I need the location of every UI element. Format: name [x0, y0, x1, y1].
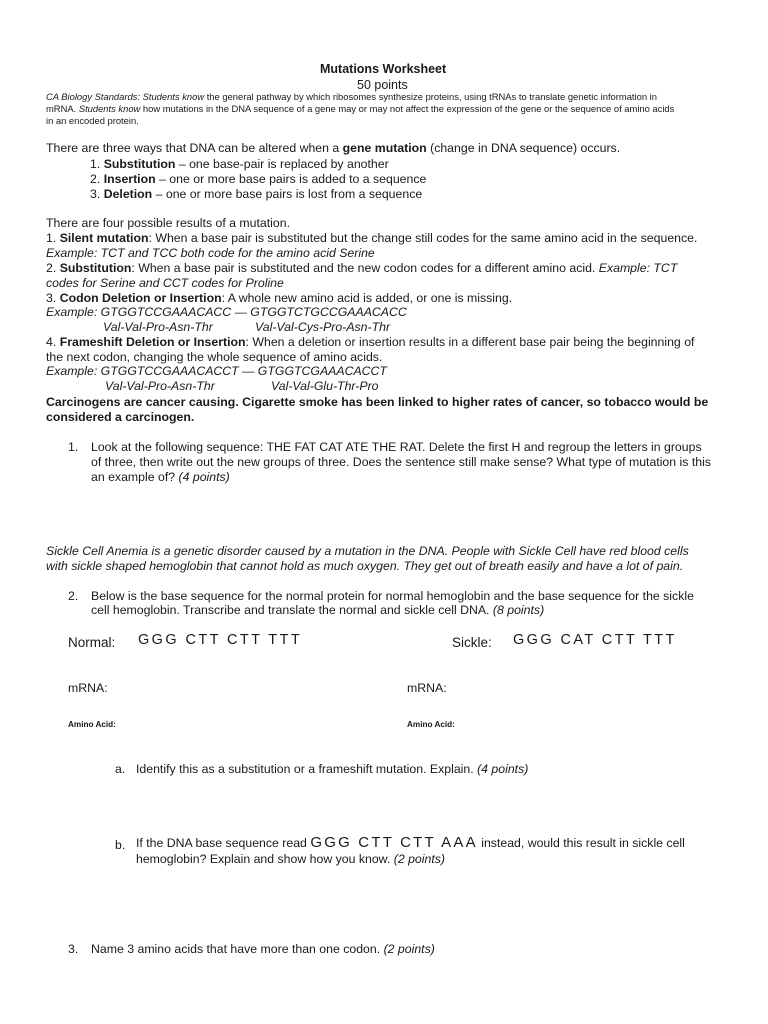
way-item: 3. Deletion – one or more base pairs is lost from a sequence	[90, 187, 423, 201]
question-number: 3.	[68, 942, 79, 956]
standards-line-1: CA Biology Standards: Students know the general pathway by which ribosomes synthesize proteins, using tRNAs to translate genetic information in	[46, 91, 657, 102]
results-intro: There are four possible results of a mutation.	[46, 216, 291, 230]
result-frameshift-aa-right: Val-Val-Glu-Thr-Pro	[271, 379, 379, 393]
question-2b-line-1: If the DNA base sequence read GGG CTT CTT AAA instead, would this result in sickle cell	[136, 834, 685, 851]
sub-question-letter: a.	[115, 762, 126, 776]
question-1-line-3: an example of? (4 points)	[91, 470, 230, 484]
mrna-label-sickle: mRNA:	[407, 681, 447, 695]
mrna-label-normal: mRNA:	[68, 681, 108, 695]
sickle-intro-line-1: Sickle Cell Anemia is a genetic disorder caused by a mutation in the DNA. People with Sickle Cell have red blood cells	[46, 544, 689, 558]
question-2b-line-2: hemoglobin? Explain and show how you know. (2 points)	[136, 852, 445, 866]
sub-question-letter: b.	[115, 838, 126, 852]
standards-line-2: mRNA. Students know how mutations in the DNA sequence of a gene may or may not affect the expression of the gene or the sequence of amino acids	[46, 103, 675, 114]
sickle-intro-line-2: with sickle shaped hemoglobin that cannot hold as much oxygen. They get out of breath easily and have a lot of pain.	[46, 559, 684, 573]
question-number: 2.	[68, 589, 79, 603]
page-title: Mutations Worksheet	[320, 62, 447, 76]
result-silent: 1. Silent mutation: When a base pair is substituted but the change still codes for the same amino acid in the sequence.	[46, 231, 698, 245]
way-item: 2. Insertion – one or more base pairs is added to a sequence	[90, 172, 427, 186]
question-1-line-1: Look at the following sequence: THE FAT CAT ATE THE RAT. Delete the first H and regroup the letters in groups	[91, 440, 702, 454]
standards-line-3: in an encoded protein.	[46, 115, 139, 126]
question-1-line-2: of three, then write out the new groups of three. Does the sentence still make sense? What type of mutation is this	[91, 455, 711, 469]
amino-acid-label-normal: Amino Acid:	[68, 720, 116, 729]
sickle-label: Sickle:	[452, 635, 492, 650]
carcinogen-line-2: considered a carcinogen.	[46, 410, 195, 424]
question-2a-text: Identify this as a substitution or a frameshift mutation. Explain. (4 points)	[136, 762, 529, 776]
question-points: (4 points)	[477, 762, 529, 776]
students-know-2: Students know	[78, 103, 141, 114]
result-frameshift-aa-left: Val-Val-Pro-Asn-Thr	[105, 379, 215, 393]
question-2-line-1: Below is the base sequence for the normal protein for normal hemoglobin and the base sequence for the sickle	[91, 589, 694, 603]
intro-text: There are three ways that DNA can be altered when a gene mutation (change in DNA sequence) occurs.	[46, 141, 621, 155]
result-frameshift-example: Example: GTGGTCCGAAACACCT — GTGGTCGAAACACCT	[46, 364, 387, 378]
result-silent-example: Example: TCT and TCC both code for the amino acid Serine	[46, 246, 375, 260]
question-points: (8 points)	[492, 603, 545, 617]
dna-sequence: GGG CTT CTT AAA	[310, 834, 478, 851]
question-2-line-2: cell hemoglobin. Transcribe and translate the normal and sickle cell DNA. (8 points)	[91, 603, 545, 617]
sickle-sequence: GGG CAT CTT TTT	[513, 632, 677, 648]
normal-sequence: GGG CTT CTT TTT	[138, 632, 303, 648]
question-points: (2 points)	[383, 942, 435, 956]
students-know-1: Students know	[142, 91, 205, 102]
result-frameshift-cont: the next codon, changing the whole sequence of amino acids.	[46, 350, 383, 364]
question-3-text: Name 3 amino acids that have more than one codon. (2 points)	[91, 942, 435, 956]
standards-label: CA Biology Standards:	[46, 91, 140, 102]
normal-label: Normal:	[68, 635, 116, 650]
carcinogen-line-1: Carcinogens are cancer causing. Cigarette smoke has been linked to higher rates of cancer, so tobacco would be	[46, 395, 709, 409]
result-substitution-example: codes for Serine and CCT codes for Proline	[46, 276, 284, 290]
way-item: 1. Substitution – one base-pair is replaced by another	[90, 157, 389, 171]
result-codon: 3. Codon Deletion or Insertion: A whole new amino acid is added, or one is missing.	[46, 291, 513, 305]
result-codon-example: Example: GTGGTCCGAAACACC — GTGGTCTGCCGAAACACC	[46, 305, 407, 319]
total-points: 50 points	[357, 78, 408, 92]
result-frameshift: 4. Frameshift Deletion or Insertion: When a deletion or insertion results in a different base pair being the beginning of	[46, 335, 695, 349]
question-points: (4 points)	[178, 470, 230, 484]
question-number: 1.	[68, 440, 79, 454]
result-substitution: 2. Substitution: When a base pair is substituted and the new codon codes for a different amino acid. Example: TCT	[46, 261, 678, 275]
question-points: (2 points)	[393, 852, 445, 866]
result-codon-aa-right: Val-Val-Cys-Pro-Asn-Thr	[255, 320, 391, 334]
result-codon-aa-left: Val-Val-Pro-Asn-Thr	[103, 320, 213, 334]
amino-acid-label-sickle: Amino Acid:	[407, 720, 455, 729]
